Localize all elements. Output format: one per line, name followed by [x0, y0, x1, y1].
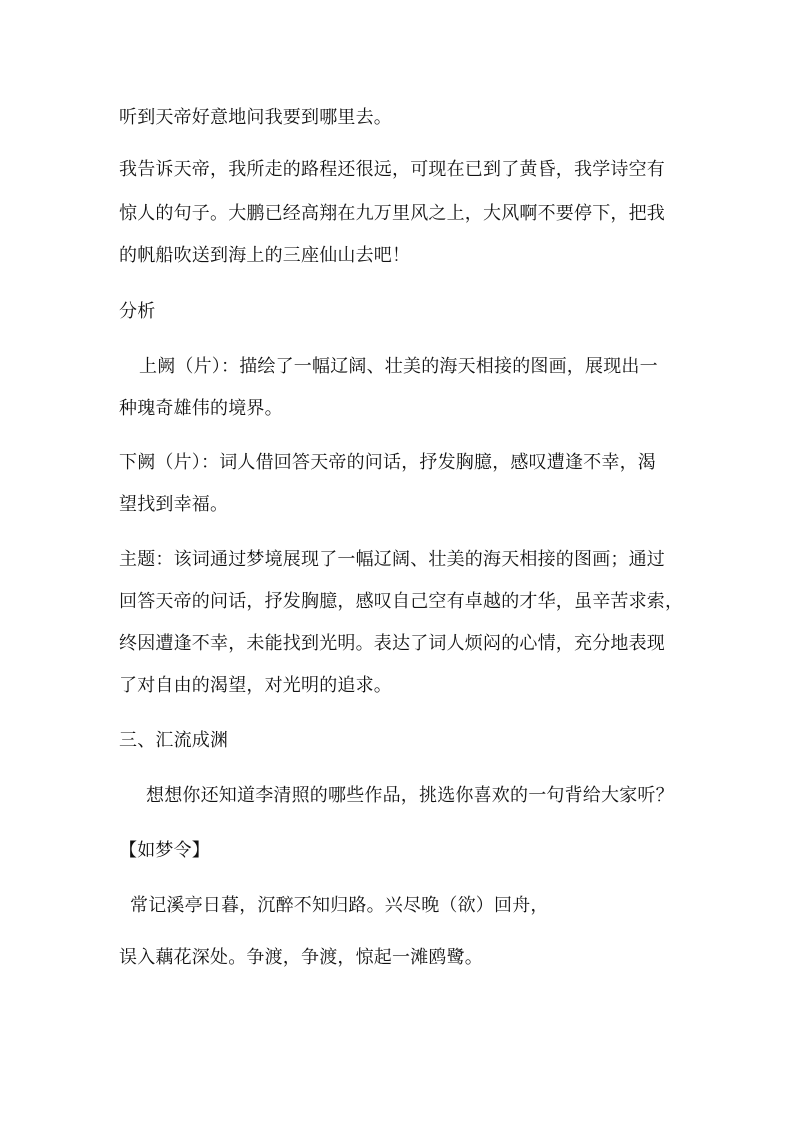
upper-stanza-analysis-line-2: 种瑰奇雄伟的境界。	[119, 398, 283, 419]
poem-line-1: 常记溪亭日暮，沉醉不知归路。兴尽晚（欲）回舟，	[130, 895, 549, 916]
lower-stanza-analysis-line-1: 下阙（片）：词人借回答天帝的问话，抒发胸臆，感叹遭逢不幸，渴	[119, 452, 656, 473]
analysis-heading: 分析	[119, 301, 156, 322]
prompt-question: 想想你还知道李清照的哪些作品，挑选你喜欢的一句背给大家听？	[146, 785, 674, 806]
theme-line-4: 了对自由的渴望，对光明的追求。	[119, 675, 392, 696]
translation-line-1: 听到天帝好意地问我要到哪里去。	[119, 107, 392, 128]
upper-stanza-analysis-line-1: 上阙（片）：描绘了一幅辽阔、壮美的海天相接的图画，展现出一	[139, 356, 658, 377]
poem-title: 【如梦令】	[119, 840, 210, 861]
translation-line-2: 我告诉天帝，我所走的路程还很远，可现在已到了黄昏，我学诗空有	[119, 159, 665, 180]
poem-line-2: 误入藕花深处。争渡，争渡，惊起一滩鸥鹭。	[119, 947, 483, 968]
translation-line-4: 的帆船吹送到海上的三座仙山去吧！	[119, 245, 411, 266]
lower-stanza-analysis-line-2: 望找到幸福。	[119, 494, 229, 515]
theme-line-2: 回答天帝的问话，抒发胸臆，感叹自己空有卓越的才华，虽辛苦求索，	[119, 591, 684, 612]
translation-line-3: 惊人的句子。大鹏已经高翔在九万里风之上，大风啊不要停下，把我	[119, 203, 665, 224]
theme-line-3: 终因遭逢不幸，未能找到光明。表达了词人烦闷的心情，充分地表现	[119, 633, 665, 654]
theme-line-1: 主题：该词通过梦境展现了一幅辽阔、壮美的海天相接的图画；通过	[119, 549, 665, 570]
section-heading: 三、汇流成渊	[119, 730, 229, 751]
